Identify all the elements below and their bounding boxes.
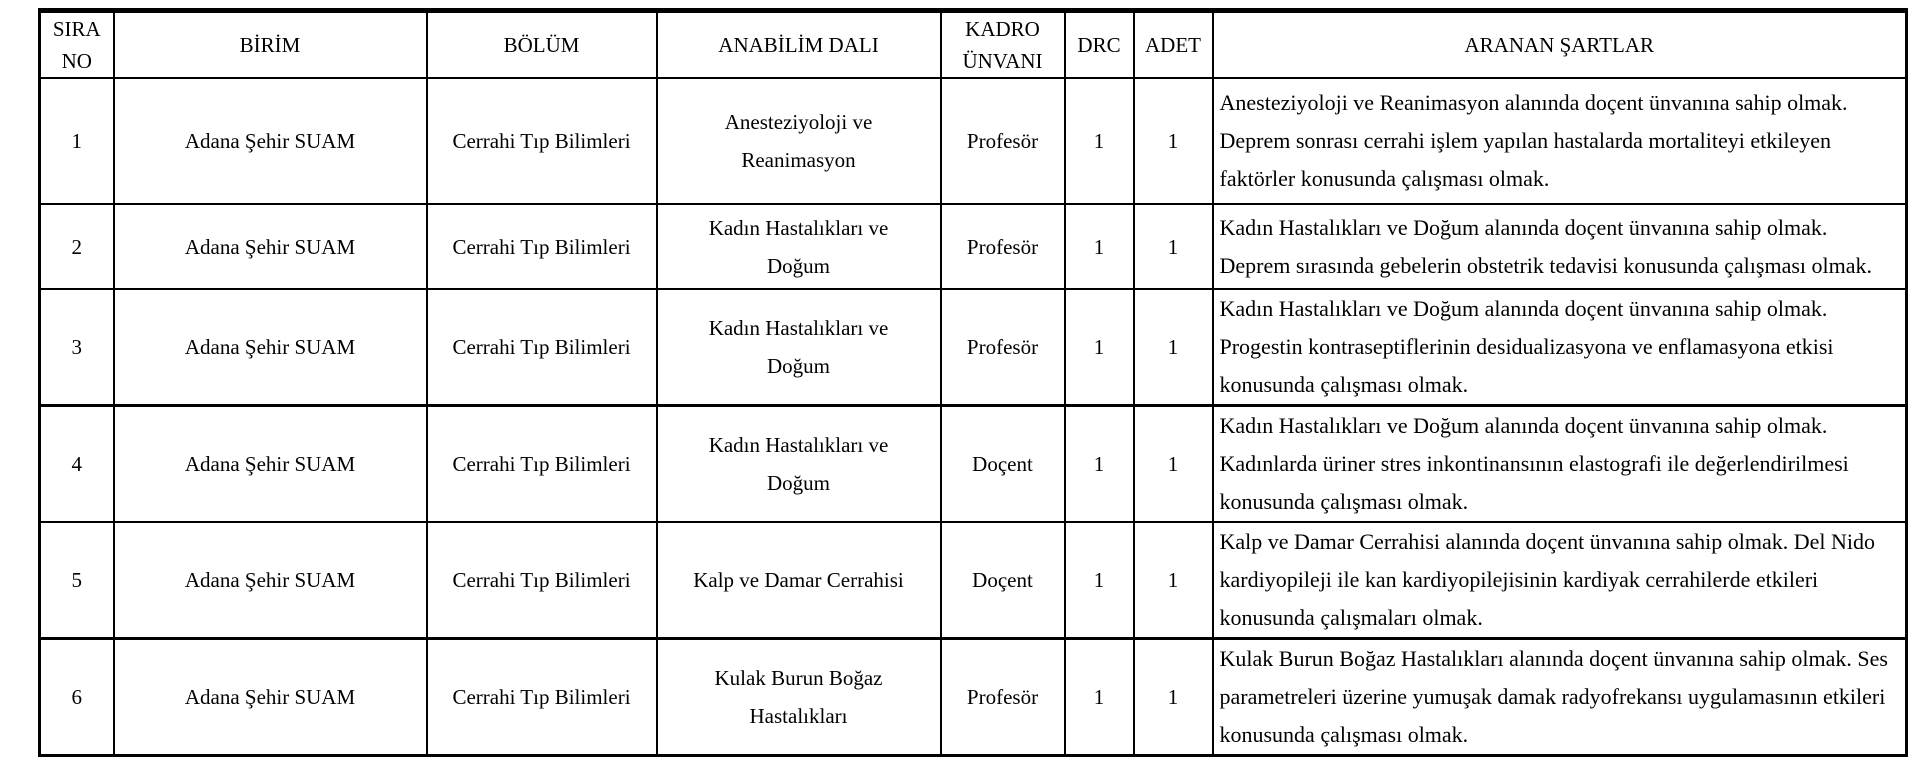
cell-birim: Adana Şehir SUAM [114,522,427,639]
cell-kadro-unvani: Profesör [941,78,1065,204]
cell-bolum: Cerrahi Tıp Bilimleri [427,78,657,204]
cell-kadro-unvani: Profesör [941,289,1065,406]
cell-aranan-sartlar: Anesteziyoloji ve Reanimasyon alanında doçent ünvanına sahip olmak. Deprem sonrası cerrahi işlem yapılan hastalarda mortaliteyi etkileyen faktörler konusunda çalışması olmak. [1213,78,1907,204]
cell-adet: 1 [1134,204,1213,289]
cell-bolum: Cerrahi Tıp Bilimleri [427,406,657,523]
cell-birim: Adana Şehir SUAM [114,406,427,523]
column-header-sira-no: SIRA NO [40,11,114,79]
cell-sira-no: 5 [40,522,114,639]
table-row [40,289,1907,406]
cell-bolum: Cerrahi Tıp Bilimleri [427,639,657,756]
cell-anabilim-dali: Kulak Burun Boğaz Hastalıkları [657,639,941,756]
column-header-birim: BİRİM [114,11,427,79]
cell-bolum: Cerrahi Tıp Bilimleri [427,522,657,639]
cell-kadro-unvani: Doçent [941,522,1065,639]
cell-birim: Adana Şehir SUAM [114,639,427,756]
cell-aranan-sartlar: Kalp ve Damar Cerrahisi alanında doçent ünvanına sahip olmak. Del Nido kardiyopileji ile kan kardiyopilejisinin kardiyak cerrahilerde etkileri konusunda çalışmaları olmak. [1213,522,1907,639]
column-header-bolum: BÖLÜM [427,11,657,79]
cell-kadro-unvani: Doçent [941,406,1065,523]
table-row [40,406,1907,523]
cell-drc: 1 [1065,204,1134,289]
cell-bolum: Cerrahi Tıp Bilimleri [427,289,657,406]
table-row [40,78,1907,204]
cell-sira-no: 3 [40,289,114,406]
cell-aranan-sartlar: Kulak Burun Boğaz Hastalıkları alanında doçent ünvanına sahip olmak. Ses parametreleri üzerine yumuşak damak radyofrekansı uygulamasının etkileri konusunda çalışması olmak. [1213,639,1907,756]
cell-birim: Adana Şehir SUAM [114,289,427,406]
cell-aranan-sartlar: Kadın Hastalıkları ve Doğum alanında doçent ünvanına sahip olmak. Deprem sırasında gebelerin obstetrik tedavisi konusunda çalışması olmak. [1213,204,1907,289]
cell-drc: 1 [1065,522,1134,639]
cell-adet: 1 [1134,78,1213,204]
cell-drc: 1 [1065,289,1134,406]
cell-adet: 1 [1134,289,1213,406]
table-row [40,204,1907,289]
cell-birim: Adana Şehir SUAM [114,204,427,289]
academic-positions-table [38,8,1908,757]
cell-anabilim-dali: Kalp ve Damar Cerrahisi [657,522,941,639]
cell-anabilim-dali: Anesteziyoloji ve Reanimasyon [657,78,941,204]
cell-sira-no: 1 [40,78,114,204]
cell-kadro-unvani: Profesör [941,204,1065,289]
table-header-row [40,11,1907,79]
cell-aranan-sartlar: Kadın Hastalıkları ve Doğum alanında doçent ünvanına sahip olmak. Progestin kontraseptiflerinin desidualizasyona ve enflamasyona etkisi konusunda çalışması olmak. [1213,289,1907,406]
table-row [40,639,1907,756]
cell-anabilim-dali: Kadın Hastalıkları ve Doğum [657,204,941,289]
cell-sira-no: 4 [40,406,114,523]
cell-bolum: Cerrahi Tıp Bilimleri [427,204,657,289]
cell-kadro-unvani: Profesör [941,639,1065,756]
cell-drc: 1 [1065,406,1134,523]
table-row [40,522,1907,639]
cell-adet: 1 [1134,406,1213,523]
cell-sira-no: 6 [40,639,114,756]
column-header-anabilim-dali: ANABİLİM DALI [657,11,941,79]
cell-adet: 1 [1134,522,1213,639]
cell-anabilim-dali: Kadın Hastalıkları ve Doğum [657,289,941,406]
cell-aranan-sartlar: Kadın Hastalıkları ve Doğum alanında doçent ünvanına sahip olmak. Kadınlarda üriner stres inkontinansının elastografi ile değerlendirilmesi konusunda çalışması olmak. [1213,406,1907,523]
cell-adet: 1 [1134,639,1213,756]
column-header-aranan-sartlar: ARANAN ŞARTLAR [1213,11,1907,79]
column-header-drc: DRC [1065,11,1134,79]
cell-birim: Adana Şehir SUAM [114,78,427,204]
cell-drc: 1 [1065,78,1134,204]
cell-sira-no: 2 [40,204,114,289]
cell-drc: 1 [1065,639,1134,756]
column-header-kadro-unvani: KADRO ÜNVANI [941,11,1065,79]
column-header-adet: ADET [1134,11,1213,79]
cell-anabilim-dali: Kadın Hastalıkları ve Doğum [657,406,941,523]
